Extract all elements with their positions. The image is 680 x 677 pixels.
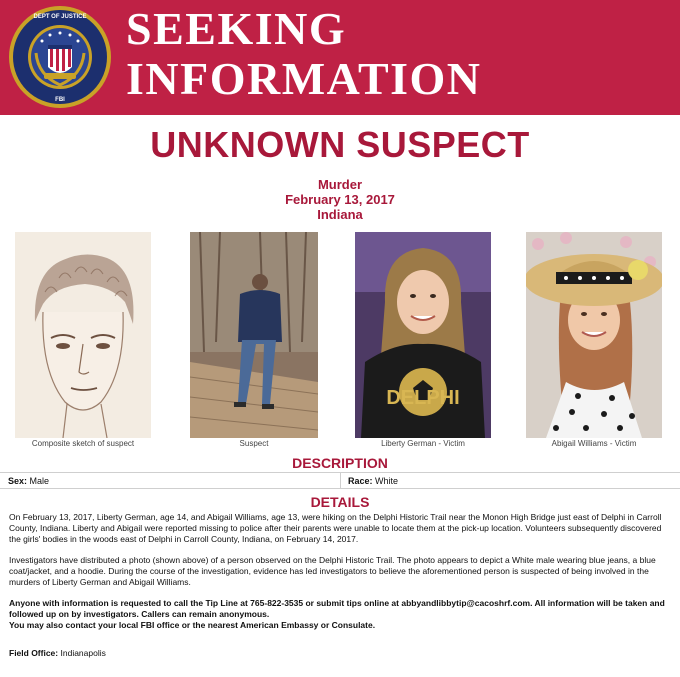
race-label: Race: bbox=[348, 476, 373, 486]
description-divider bbox=[340, 473, 341, 488]
caption-suspect: Suspect bbox=[239, 439, 269, 448]
embassy-text: You may also contact your local FBI office or the nearest American Embassy or Consulate. bbox=[9, 620, 376, 630]
caption-liberty-german: Liberty German - Victim bbox=[381, 439, 465, 448]
field-office-value: Indianapolis bbox=[60, 648, 106, 658]
banner-title-line2: INFORMATION bbox=[126, 53, 482, 104]
sex-field bbox=[8, 476, 49, 486]
fbi-seal-icon bbox=[8, 5, 112, 109]
details-body bbox=[9, 512, 673, 659]
race-field bbox=[348, 476, 398, 486]
details-heading: DETAILS bbox=[310, 494, 370, 510]
photo-composite-sketch bbox=[15, 232, 151, 438]
tip-line-text: Anyone with information is requested to call the Tip Line at 765-822-3535 or submit tips online at abbyandlibbytip@cacoshrf.com. All information will be taken and followed up on by investigators. Callers can remain anonymous. bbox=[9, 598, 665, 619]
headline: UNKNOWN SUSPECT bbox=[150, 124, 530, 165]
seal-lettering-top: DEPT OF JUSTICE bbox=[33, 14, 87, 20]
banner-title bbox=[126, 4, 482, 104]
photo-abigail-williams bbox=[526, 232, 662, 438]
details-paragraph-1: On February 13, 2017, Liberty German, age 14, and Abigail Williams, age 13, were hiking on the Delphi Historic Trail near the Monon High Bridge just east of Delphi in Carroll County, Indiana. Liberty and Abigail were reported missing to police after their parents were unable to locate them at the pick-up location. Volunteers subsequently discovered the girls' bodies in the woods east of Delphi in Carroll County, Indiana, on February 14, 2017. bbox=[9, 512, 662, 544]
case-state: Indiana bbox=[317, 207, 363, 222]
description-heading: DESCRIPTION bbox=[292, 455, 388, 471]
case-crime: Murder bbox=[317, 177, 363, 192]
photo-liberty-german bbox=[355, 232, 491, 438]
shirt-text: DELPHI bbox=[386, 387, 460, 409]
caption-composite-sketch: Composite sketch of suspect bbox=[31, 439, 135, 448]
field-office bbox=[9, 648, 673, 659]
header-banner bbox=[0, 0, 680, 115]
description-row bbox=[0, 472, 680, 489]
banner-title-line1: SEEKING bbox=[126, 3, 347, 54]
sex-label: Sex: bbox=[8, 476, 28, 486]
sex-value: Male bbox=[29, 476, 50, 486]
case-info bbox=[0, 177, 680, 222]
caption-abigail-williams: Abigail Williams - Victim bbox=[551, 439, 637, 448]
details-paragraph-2: Investigators have distributed a photo (shown above) of a person observed on the Delphi Historic Trail. The photo appears to depict a White male wearing blue jeans, a blue coat/jacket, and a hoodie. During the course of the investigation, evidence has led investigators to believe the aforementioned person is suspected of being involved in the murders of Liberty German and Abigail Williams. bbox=[9, 555, 656, 587]
case-date: February 13, 2017 bbox=[285, 192, 395, 207]
seal-lettering-bottom: FBI bbox=[55, 97, 65, 103]
field-office-label: Field Office: bbox=[9, 648, 59, 658]
photo-suspect bbox=[190, 232, 318, 438]
race-value: White bbox=[375, 476, 399, 486]
